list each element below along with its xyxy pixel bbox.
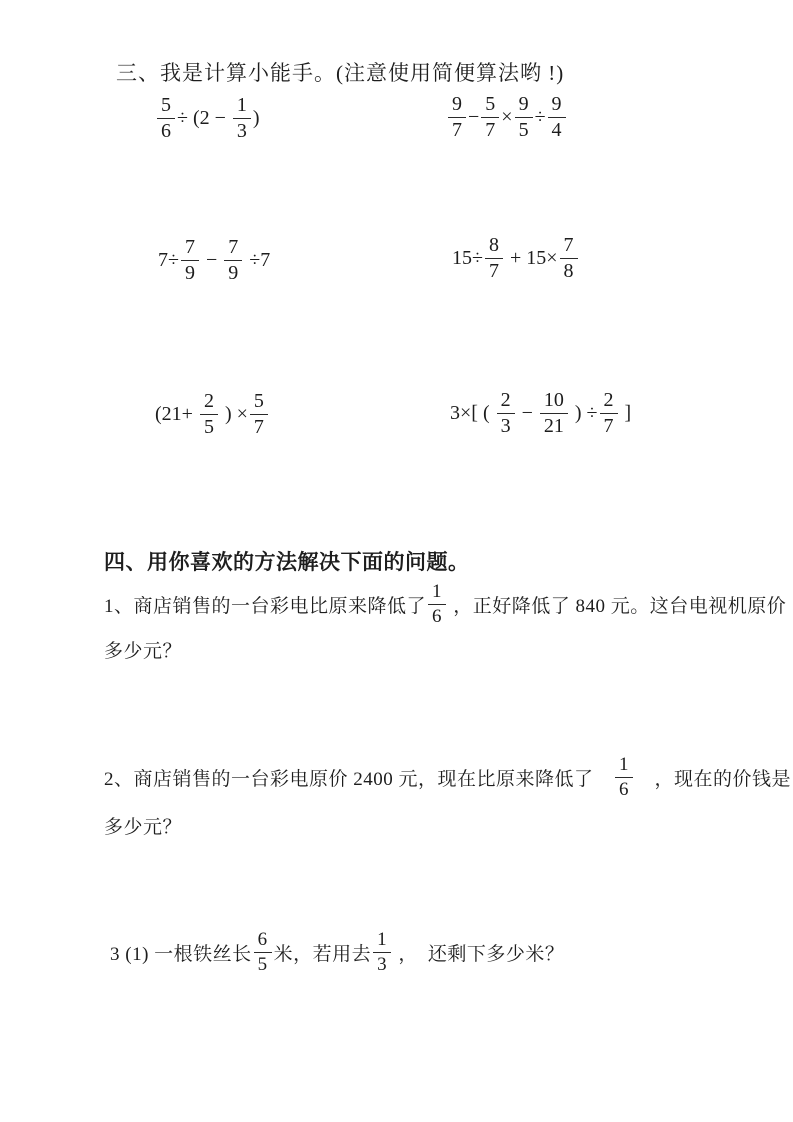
calc-problem-6 [450,389,631,437]
expression-text: 15÷ [452,246,483,269]
fraction-denominator: 4 [548,117,566,141]
fraction [615,755,633,800]
expression-text: ÷ [534,105,546,128]
expression-text: 7÷ [158,248,179,271]
fraction [181,237,199,284]
fraction-denominator: 21 [540,413,568,437]
expression-text: ) ÷ [569,401,598,424]
section3-title: 三、我是计算小能手。(注意使用简便算法哟 !) [116,61,565,85]
word-problem-1-line2: 多少元？ [104,641,183,662]
fraction-denominator: 3 [233,118,251,142]
fraction [428,582,446,627]
calc-problem-4 [452,234,580,282]
fraction-numerator: 7 [184,235,195,258]
expression-text: ) [252,106,260,129]
calc-problem-2 [446,93,568,141]
fraction-denominator: 3 [373,952,391,975]
fraction-denominator: 9 [224,260,242,284]
expression-text: ÷ (2 − [177,106,231,129]
expression-text: × [501,105,513,128]
fraction-denominator: 6 [157,118,175,142]
fraction-numerator: 9 [518,92,529,115]
fraction [373,930,391,975]
fraction-denominator: 8 [560,258,578,282]
fraction [481,94,499,141]
calc-problem-5 [155,390,270,438]
fraction-numerator: 2 [500,388,511,411]
fraction [448,94,466,141]
fraction [254,930,272,975]
fraction-denominator: 9 [181,260,199,284]
fraction [224,237,242,284]
expression-text: ) × [219,402,248,425]
fraction-numerator: 9 [452,92,462,115]
expression-text: − [516,401,538,424]
expression-text: ÷7 [244,248,271,271]
expression-text: ，正好降低了 840 元。这台电视机原价 [448,595,787,617]
fraction-numerator: 7 [228,235,239,258]
fraction-numerator: 1 [236,93,247,116]
expression-text: (21+ [155,402,198,425]
expression-text: 3×[ ( [450,401,495,424]
expression-text: − [200,248,223,271]
word-problem-1-line1 [104,580,786,628]
expression-text: 米，若用去 [273,943,372,965]
expression-text: − [468,105,480,128]
fraction [497,390,515,437]
fraction [540,390,568,437]
fraction [157,95,175,142]
fraction [600,390,618,437]
fraction-numerator: 1 [619,753,630,775]
expression-text: ] [619,401,632,424]
fraction-denominator: 3 [497,413,515,437]
fraction-denominator: 7 [485,258,503,282]
fraction-denominator: 5 [254,952,272,975]
fraction [485,235,503,282]
fraction-denominator: 7 [448,117,466,141]
calc-problem-1 [155,94,260,142]
fraction-numerator: 1 [432,580,443,602]
fraction-numerator: 5 [161,93,171,116]
fraction-numerator: 10 [543,388,564,411]
fraction-numerator: 7 [563,233,574,256]
fraction-denominator: 5 [515,117,533,141]
expression-text: 2、商店销售的一台彩电原价 2400 元，现在比原来降低了 [104,768,614,790]
fraction-denominator: 6 [428,604,446,627]
fraction-denominator: 5 [200,414,218,438]
word-problem-2-line1 [104,753,791,801]
fraction-numerator: 8 [488,233,499,256]
word-problem-2-line2: 多少元？ [104,817,183,838]
expression-text: ，现在的价钱是 [635,768,792,790]
fraction-numerator: 5 [253,389,264,412]
fraction [560,235,578,282]
fraction [200,391,218,438]
fraction-numerator: 2 [603,388,614,411]
fraction-denominator: 7 [250,414,268,438]
fraction-denominator: 7 [600,413,618,437]
fraction-denominator: 7 [481,117,499,141]
fraction-numerator: 5 [485,92,496,115]
fraction-numerator: 1 [377,928,388,950]
fraction-numerator: 6 [257,928,268,950]
fraction [515,94,533,141]
fraction [548,94,566,141]
section4-title: 四、用你喜欢的方法解决下面的问题。 [104,550,470,574]
calc-problem-3 [158,236,270,284]
fraction-numerator: 9 [551,92,562,115]
expression-text: 1、商店销售的一台彩电比原来降低了 [104,595,427,617]
fraction [233,95,251,142]
word-problem-3-line1 [110,928,564,976]
fraction-numerator: 2 [203,389,214,412]
fraction [250,391,268,438]
expression-text: 3 (1) 一根铁丝长 [110,943,252,965]
expression-text: ， 还剩下多少米？ [393,943,565,965]
fraction-denominator: 6 [615,777,633,800]
expression-text: + 15× [504,246,558,269]
